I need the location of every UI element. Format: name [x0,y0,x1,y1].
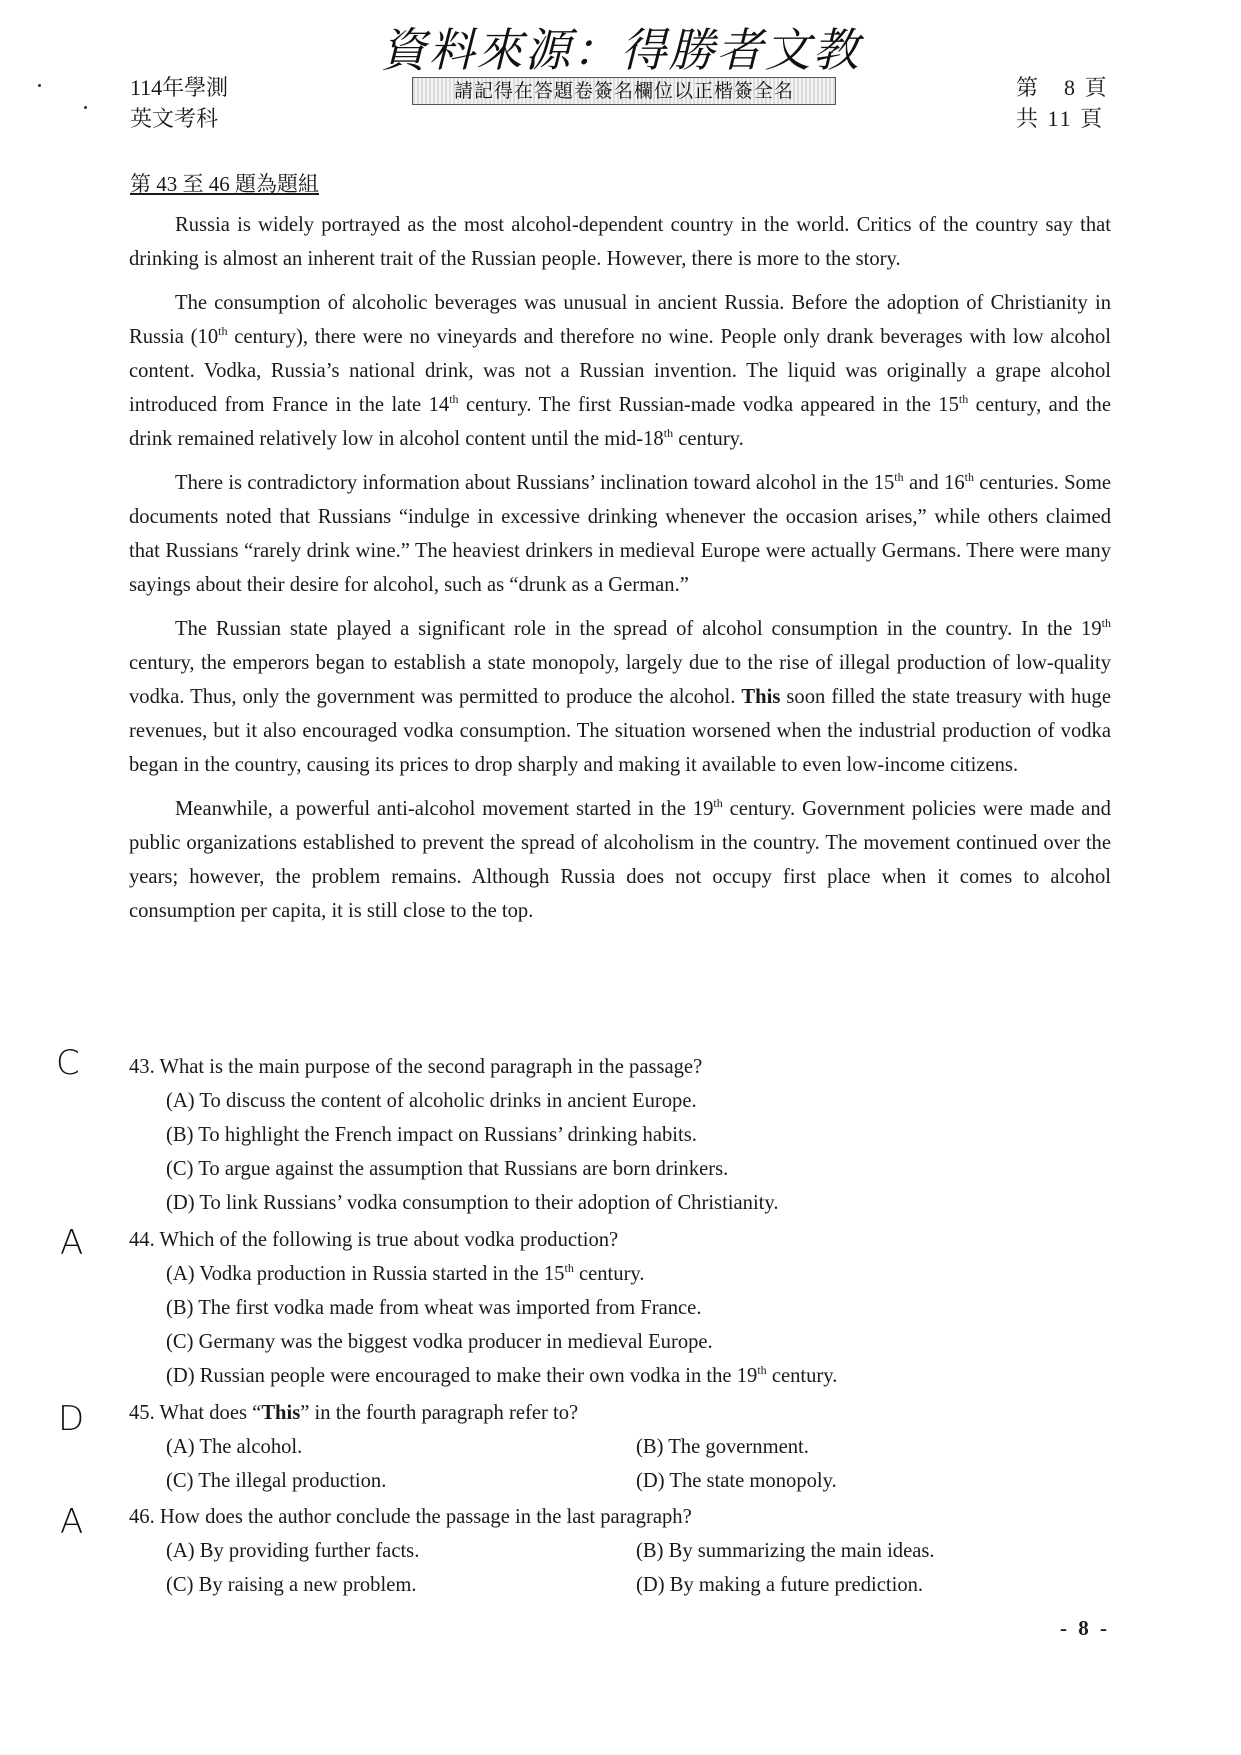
option-c: (C) Germany was the biggest vodka producer in medieval Europe. [166,1331,713,1353]
option-a: (A) The alcohol. [166,1436,303,1458]
option-b: (B) To highlight the French impact on Russians’ drinking habits. [166,1124,697,1146]
option-d: (D) Russian people were encouraged to make their own vodka in the 19th century. [166,1363,838,1387]
option-c: (C) By raising a new problem. [166,1574,417,1596]
page-number: - 8 - [1060,1616,1110,1640]
handwritten-answer-mark: A [60,1223,84,1263]
question-43 [129,1050,1111,1220]
reading-passage [129,208,1111,938]
question-46 [129,1500,1111,1602]
option-a: (A) To discuss the content of alcoholic drinks in ancient Europe. [166,1090,697,1112]
option-c: (C) To argue against the assumption that Russians are born drinkers. [166,1158,729,1180]
source-note-handwritten: 資料來源：得勝者文教 [380,23,861,77]
exam-subject: 英文考科 [130,106,219,131]
question-stem: 46. How does the author conclude the passage in the last paragraph? [129,1506,692,1528]
option-a: (A) By providing further facts. [166,1540,420,1562]
exam-year: 114年學測 [130,75,229,100]
option-a: (A) Vodka production in Russia started in the 15th century. [166,1261,645,1285]
page-info [1016,72,1109,134]
signature-notice: 請記得在答題卷簽名欄位以正楷簽全名 [412,77,836,105]
passage-paragraph-4: The Russian state played a significant role in the spread of alcohol consumption in the country. In the 19th century, the emperors began to establish a state monopoly, largely due to the rise of illegal production of low-quality vodka. Thus, only the government was permitted to produce the alcohol. This soon filled the state treasury with huge revenues, but it also encouraged vodka consumption. The situation worsened when the industrial production of vodka began in the country, causing its prices to drop sharply and making it available to even low-income citizens. [129,616,1111,776]
passage-paragraph-5: Meanwhile, a powerful anti-alcohol movement started in the 19th century. Government policies were made and public organizations established to prevent the spread of alcoholism in the country. The movement continued over the years; however, the problem remains. Although Russia does not occupy first place when it comes to alcohol consumption per capita, it is still close to the top. [129,796,1111,922]
handwritten-answer-mark: C [56,1043,80,1083]
question-group-title: 第 43 至 46 題為題組 [130,172,319,196]
option-c: (C) The illegal production. [166,1470,387,1492]
handwritten-answer-mark: D [58,1399,85,1439]
page-label: 第 8 頁 [1016,75,1109,100]
question-stem: 43. What is the main purpose of the second paragraph in the passage? [129,1056,703,1078]
total-pages-label: 共 11 頁 [1016,106,1105,131]
question-stem: 45. What does “This” in the fourth paragraph refer to? [129,1402,579,1424]
question-stem: 44. Which of the following is true about vodka production? [129,1229,619,1251]
exam-info [130,72,228,134]
options-grid [166,1430,1111,1498]
passage-paragraph-3: There is contradictory information about Russians’ inclination toward alcohol in the 15th and 16th centuries. Some documents noted that Russians “indulge in excessive drinking whenever the occasion arises,” while others claimed that Russians “rarely drink wine.” The heaviest drinkers in medieval Europe were actually Germans. There were many sayings about their desire for alcohol, such as “drunk as a German.” [129,470,1112,596]
options-grid [166,1534,1111,1602]
option-d: (D) The state monopoly. [636,1470,837,1492]
question-45 [129,1396,1111,1498]
question-44 [129,1223,1111,1393]
option-d: (D) To link Russians’ vodka consumption to their adoption of Christianity. [166,1192,779,1214]
passage-paragraph-2: The consumption of alcoholic beverages was unusual in ancient Russia. Before the adoption of Christianity in Russia (10th century), there were no vineyards and therefore no wine. People only drank beverages with low alcohol content. Vodka, Russia’s national drink, was not a Russian invention. The liquid was originally a grape alcohol introduced from France in the late 14th century. The first Russian-made vodka appeared in the 15th century, and the drink remained relatively low in alcohol content until the mid-18th century. [129,292,1111,450]
scan-speck [84,106,87,109]
handwritten-answer-mark: A [60,1502,84,1542]
passage-paragraph-1: Russia is widely portrayed as the most alcohol-dependent country in the world. Critics of the country say that drinking is almost an inherent trait of the Russian people. However, there is more to the story. [129,214,1111,270]
option-b: (B) The government. [636,1436,809,1458]
scan-speck [38,84,41,87]
option-b: (B) The first vodka made from wheat was imported from France. [166,1297,702,1319]
option-b: (B) By summarizing the main ideas. [636,1540,935,1562]
option-d: (D) By making a future prediction. [636,1574,924,1596]
